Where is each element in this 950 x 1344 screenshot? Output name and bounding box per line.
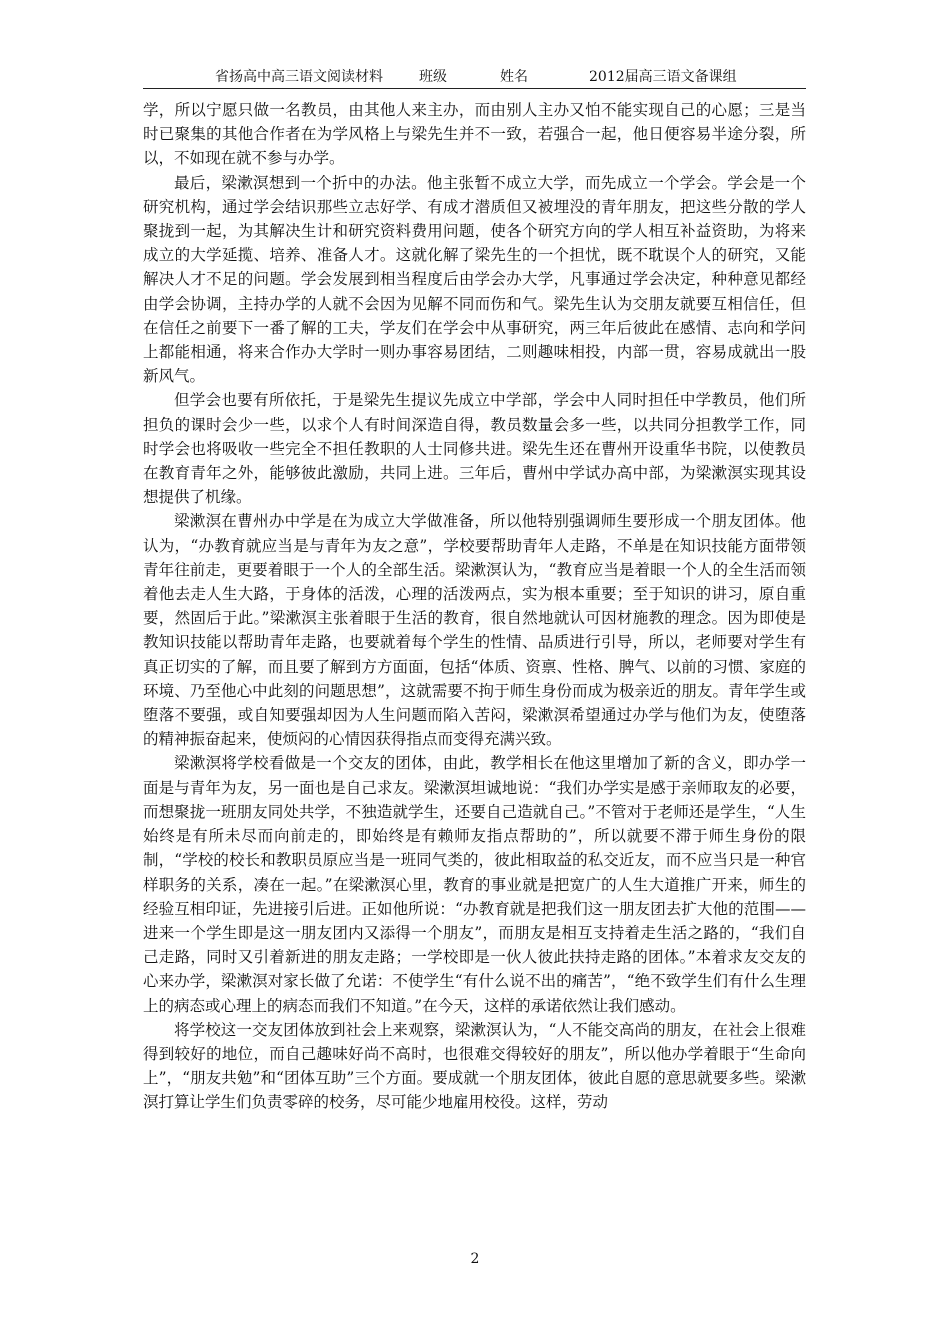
page-number: 2 <box>470 1251 480 1267</box>
paragraph-middle-school: 但学会也要有所依托，于是梁先生提议先成立中学部，学会中人同时担任中学教员，他们所担负的课时会少一些，以求个人有时间深造自得，教员数量会多一些，以共同分担教学工作，同时学会也将吸收一些完全不担任教职的人士同修共进。梁先生还在曹州开设重华书院，以使教员在教育青年之外，能够彼此激励，共同上进。三年后，曹州中学试办高中部，为梁漱溟实现其设想提供了机缘。 <box>143 391 806 507</box>
page-header <box>143 64 806 89</box>
paragraph-study-society: 最后，梁漱溟想到一个折中的办法。他主张暂不成立大学，而先成立一个学会。学会是一个研究机构，通过学会结识那些立志好学、有成才潜质但又被埋没的青年朋友，把这些分散的学人聚拢到一起，为其解决生计和研究资料费用问题，使各个研究方向的学人相互补益资助，为将来成立的大学延揽、培养、准备人才。这就化解了梁先生的一个担忧，既不耽误个人的研究，又能解决人才不足的问题。学会发展到相当程度后由学会办大学，凡事通过学会决定，种种意见都经由学会协调，主持办学的人就不会因为见解不同而伤和气。梁先生认为交朋友就要互相信任，但在信任之前要下一番了解的工夫，学友们在学会中从事研究，两三年后彼此在感情、志向和学问上都能相通，将来合作办大学时一则办事容易团结，二则趣味相投，内部一贯，容易成就出一股新风气。 <box>143 173 806 386</box>
header-group: 2012届高三语文备课组 <box>589 69 737 85</box>
paragraph-social-view: 将学校这一交友团体放到社会上来观察，梁漱溟认为，“人不能交高尚的朋友，在社会上很难得到较好的地位，而自己趣味好尚不高时，也很难交得较好的朋友”，所以他办学着眼于“生命向上”，“朋友共勉”和“团体互助”三个方面。要成就一个朋友团体，彼此自愿的意思就要多些。梁漱溟打算让学生们负责零碎的校务，尽可能少地雇用校役。这样，劳动 <box>143 1020 806 1112</box>
paragraph-continued: 学，所以宁愿只做一名教员，由其他人来主办，而由别人主办又怕不能实现自己的心愿；三是当时已聚集的其他合作者在为学风格上与梁先生并不一致，若强合一起，他日便容易半途分裂，所以，不如现在就不参与办学。 <box>143 101 806 168</box>
header-name-label: 姓名 <box>500 69 528 85</box>
paragraph-seeking-friends: 梁漱溟将学校看做是一个交友的团体，由此，教学相长在他这里增加了新的含义，即办学一面是与青年为友，另一面也是自己求友。梁漱溟坦诚地说：“我们办学实是感于亲师取友的必要，而想聚拢一班朋友同处共学，不独造就学生，还要自己造就自己。”不管对于老师还是学生，“人生始终是有所未尽而向前走的，即始终是有赖师友指点帮助的”，所以就要不滞于师生身份的限制，“学校的校长和教职员原应当是一班同气类的，彼此相取益的私交近友，而不应当只是一种官样职务的关系，凑在一起。”在梁漱溟心里，教育的事业就是把宽广的人生大道推广开来，师生的经验互相印证，先进接引后进。正如他所说：“办教育就是把我们这一朋友团去扩大他的范围——进来一个学生即是这一朋友团内又添得一个朋友”，而朋友是相互支持着走生活之路的，“我们自己走路，同时又引着新进的朋友走路；一学校即是一伙人彼此扶持走路的团体。”本着求友交友的心来办学，梁漱溟对家长做了允诺：不使学生“有什么说不出的痛苦”，“绝不致学生们有什么生理上的病态或心理上的病态而我们不知道。”在今天，这样的承诺依然让我们感动。 <box>143 754 806 1015</box>
article-body <box>143 98 806 1115</box>
header-class-label: 班级 <box>419 69 447 85</box>
header-school-material: 省扬高中高三语文阅读材料 <box>215 69 383 85</box>
paragraph-friend-group: 梁漱溟在曹州办中学是在为成立大学做准备，所以他特别强调师生要形成一个朋友团体。他认为，“办教育就应当是与青年为友之意”，学校要帮助青年人走路，不单是在知识技能方面带领青年往前走，更要着眼于一个人的全部生活。梁漱溟认为，“教育应当是着眼一个人的全生活而领着他去走人生大路，于身体的活泼，心理的活泼两点，实为根本重要；至于知识的讲习，原自重要，然固后于此。”梁漱溟主张着眼于生活的教育，很自然地就认可因材施教的理念。因为即使是教知识技能以帮助青年走路，也要就着每个学生的性情、品质进行引导，所以，老师要对学生有真正切实的了解，而且要了解到方方面面，包括“体质、资禀、性格、脾气、以前的习惯、家庭的环境、乃至他心中此刻的问题思想”，这就需要不拘于师生身份而成为极亲近的朋友。青年学生或堕落不要强，或自知要强却因为人生问题而陷入苦闷，梁漱溟希望通过办学与他们为友，使堕落的精神振奋起来，使烦闷的心情因获得指点而变得充满兴致。 <box>143 512 806 749</box>
